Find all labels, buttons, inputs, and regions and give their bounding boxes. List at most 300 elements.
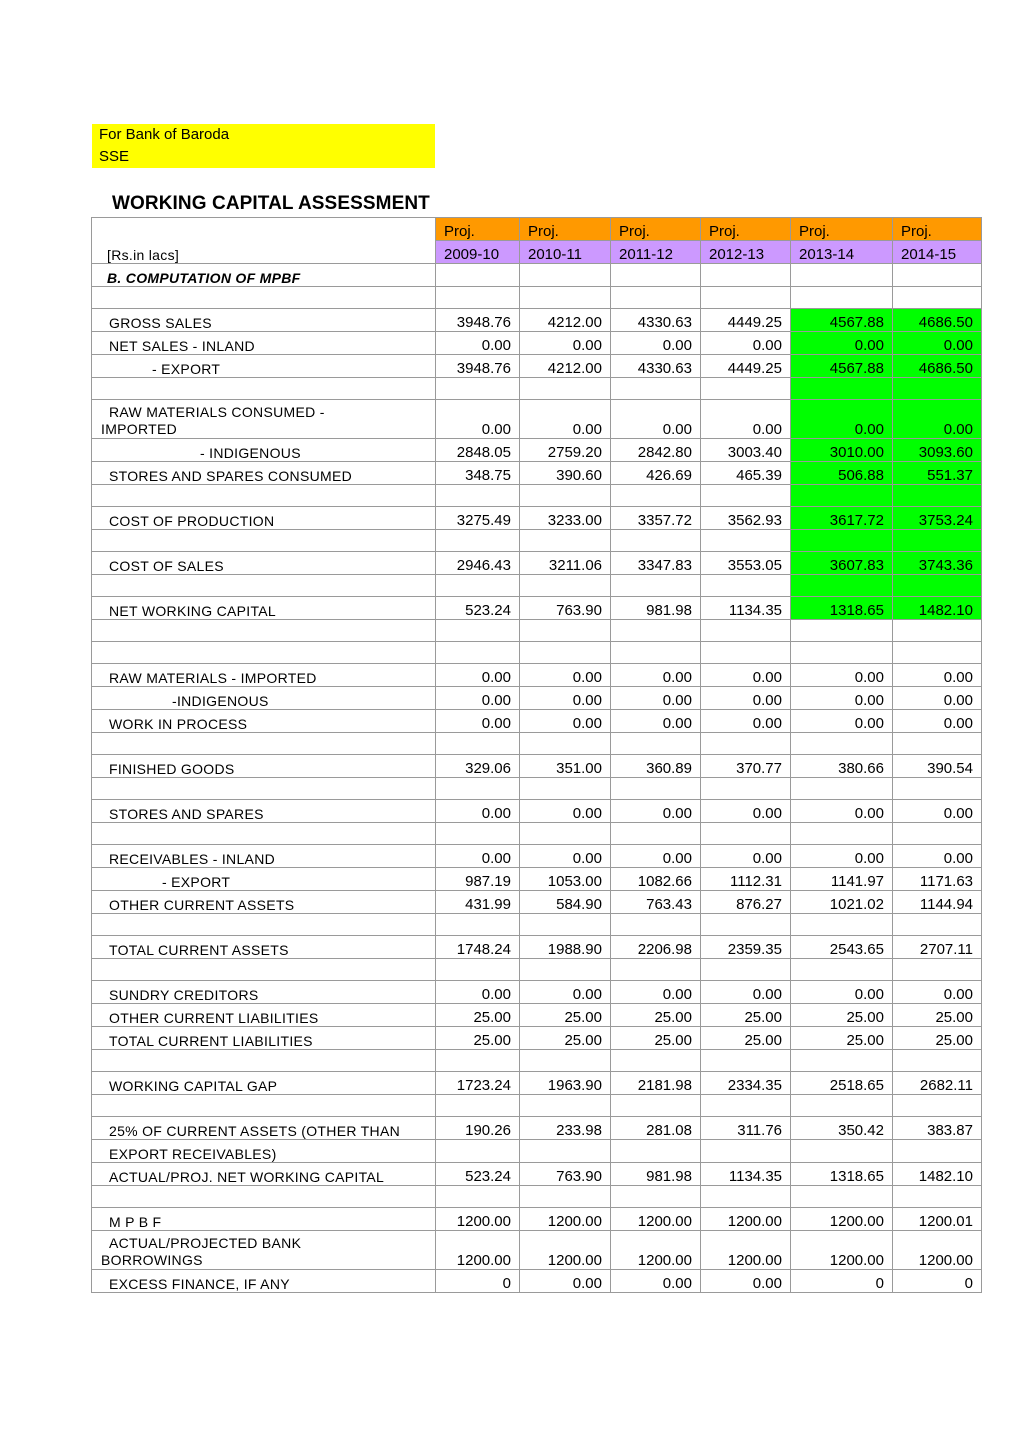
blank-cell bbox=[791, 485, 893, 507]
blank-cell bbox=[92, 1095, 436, 1117]
value-cell: 4212.00 bbox=[520, 355, 611, 378]
value-cell: 2181.98 bbox=[611, 1072, 701, 1095]
blank-cell bbox=[520, 778, 611, 800]
value-cell: 1141.97 bbox=[791, 868, 893, 891]
value-cell: 4212.00 bbox=[520, 309, 611, 332]
value-cell: 25.00 bbox=[520, 1004, 611, 1027]
value-cell: 2518.65 bbox=[791, 1072, 893, 1095]
table-row bbox=[92, 1163, 982, 1186]
value-cell: 1988.90 bbox=[520, 936, 611, 959]
blank-cell bbox=[893, 378, 982, 400]
table-row bbox=[92, 755, 982, 778]
blank-cell bbox=[701, 1186, 791, 1208]
blank-cell bbox=[701, 1050, 791, 1072]
blank-cell bbox=[92, 218, 436, 241]
blank-cell bbox=[791, 620, 893, 642]
value-cell: 3003.40 bbox=[701, 439, 791, 462]
value-cell: 390.54 bbox=[893, 755, 982, 778]
value-cell: 1200.01 bbox=[893, 1208, 982, 1231]
blank-cell bbox=[893, 733, 982, 755]
value-cell: 329.06 bbox=[436, 755, 520, 778]
value-cell: 2848.05 bbox=[436, 439, 520, 462]
blank-cell bbox=[436, 378, 520, 400]
blank-cell bbox=[436, 778, 520, 800]
blank-cell bbox=[92, 733, 436, 755]
blank-cell bbox=[791, 914, 893, 936]
value-cell: 0.00 bbox=[436, 981, 520, 1004]
value-cell: 25.00 bbox=[611, 1004, 701, 1027]
blank-row bbox=[92, 1186, 982, 1208]
table-row bbox=[92, 400, 982, 439]
blank-cell bbox=[701, 778, 791, 800]
blank-cell bbox=[893, 575, 982, 597]
value-cell: 0.00 bbox=[436, 664, 520, 687]
value-cell: 426.69 bbox=[611, 462, 701, 485]
value-cell: 0.00 bbox=[893, 664, 982, 687]
value-cell: 0 bbox=[436, 1270, 520, 1293]
value-cell: 0.00 bbox=[611, 664, 701, 687]
value-cell: 523.24 bbox=[436, 1163, 520, 1186]
blank-cell bbox=[520, 530, 611, 552]
value-cell: 1200.00 bbox=[520, 1231, 611, 1270]
table-row bbox=[92, 664, 982, 687]
table-row bbox=[92, 507, 982, 530]
blank-cell bbox=[520, 914, 611, 936]
blank-cell bbox=[436, 485, 520, 507]
value-cell: 3948.76 bbox=[436, 309, 520, 332]
table-row bbox=[92, 687, 982, 710]
value-cell: 2359.35 bbox=[701, 936, 791, 959]
row-label: - INDIGENOUS bbox=[92, 439, 436, 462]
blank-cell bbox=[611, 778, 701, 800]
value-cell: 2707.11 bbox=[893, 936, 982, 959]
value-cell: 3743.36 bbox=[893, 552, 982, 575]
blank-cell bbox=[791, 575, 893, 597]
value-cell: 987.19 bbox=[436, 868, 520, 891]
value-cell: 4567.88 bbox=[791, 309, 893, 332]
blank-cell bbox=[520, 378, 611, 400]
blank-cell bbox=[436, 823, 520, 845]
value-cell: 0.00 bbox=[611, 800, 701, 823]
blank-cell bbox=[893, 642, 982, 664]
value-cell: 3617.72 bbox=[791, 507, 893, 530]
blank-cell bbox=[92, 575, 436, 597]
value-cell: 0.00 bbox=[520, 687, 611, 710]
value-cell: 0.00 bbox=[520, 1270, 611, 1293]
year-header: 2013-14 bbox=[791, 241, 893, 264]
table-row bbox=[92, 552, 982, 575]
value-cell bbox=[791, 1140, 893, 1163]
value-cell: 390.60 bbox=[520, 462, 611, 485]
row-label: STORES AND SPARES CONSUMED bbox=[92, 462, 436, 485]
blank-cell bbox=[92, 914, 436, 936]
blank-cell bbox=[791, 530, 893, 552]
blank-cell bbox=[611, 823, 701, 845]
value-cell: 0.00 bbox=[436, 687, 520, 710]
row-label: TOTAL CURRENT ASSETS bbox=[92, 936, 436, 959]
row-label-line2: IMPORTED bbox=[101, 421, 178, 437]
blank-cell bbox=[701, 823, 791, 845]
table-row bbox=[92, 439, 982, 462]
value-cell: 0.00 bbox=[520, 845, 611, 868]
value-cell: 25.00 bbox=[520, 1027, 611, 1050]
value-cell: 876.27 bbox=[701, 891, 791, 914]
blank-cell bbox=[92, 485, 436, 507]
table-row bbox=[92, 462, 982, 485]
blank-cell bbox=[520, 823, 611, 845]
blank-cell bbox=[701, 914, 791, 936]
row-label: M P B F bbox=[92, 1208, 436, 1231]
row-label: FINISHED GOODS bbox=[92, 755, 436, 778]
value-cell: 25.00 bbox=[436, 1027, 520, 1050]
value-cell bbox=[611, 1140, 701, 1163]
blank-cell bbox=[791, 1050, 893, 1072]
table-row bbox=[92, 1231, 982, 1270]
value-cell: 1482.10 bbox=[893, 1163, 982, 1186]
value-cell: 0.00 bbox=[520, 981, 611, 1004]
blank-cell bbox=[701, 485, 791, 507]
blank-row bbox=[92, 642, 982, 664]
value-cell: 763.90 bbox=[520, 1163, 611, 1186]
blank-cell bbox=[92, 620, 436, 642]
blank-cell bbox=[791, 1186, 893, 1208]
table-row bbox=[92, 597, 982, 620]
value-cell: 0.00 bbox=[893, 800, 982, 823]
value-cell: 0.00 bbox=[611, 687, 701, 710]
blank-cell bbox=[611, 378, 701, 400]
blank-cell bbox=[611, 530, 701, 552]
blank-row bbox=[92, 287, 982, 309]
blank-cell bbox=[611, 959, 701, 981]
year-header: 2012-13 bbox=[701, 241, 791, 264]
value-cell: 380.66 bbox=[791, 755, 893, 778]
section-row bbox=[92, 264, 982, 287]
row-label: EXCESS FINANCE, IF ANY bbox=[92, 1270, 436, 1293]
blank-row bbox=[92, 378, 982, 400]
value-cell: 0.00 bbox=[791, 710, 893, 733]
blank-cell bbox=[520, 575, 611, 597]
blank-cell bbox=[436, 733, 520, 755]
value-cell: 1200.00 bbox=[701, 1208, 791, 1231]
value-cell: 1318.65 bbox=[791, 597, 893, 620]
value-cell: 4686.50 bbox=[893, 355, 982, 378]
value-cell: 0.00 bbox=[701, 664, 791, 687]
blank-cell bbox=[92, 1050, 436, 1072]
blank-cell bbox=[893, 620, 982, 642]
blank-row bbox=[92, 530, 982, 552]
value-cell: 1200.00 bbox=[520, 1208, 611, 1231]
blank-cell bbox=[701, 378, 791, 400]
value-cell: 981.98 bbox=[611, 597, 701, 620]
value-cell: 3562.93 bbox=[701, 507, 791, 530]
mpbf-table bbox=[91, 217, 982, 1293]
row-label: EXPORT RECEIVABLES) bbox=[92, 1140, 436, 1163]
value-cell: 1112.31 bbox=[701, 868, 791, 891]
blank-cell bbox=[520, 485, 611, 507]
value-cell: 1318.65 bbox=[791, 1163, 893, 1186]
value-cell: 4686.50 bbox=[893, 309, 982, 332]
value-cell: 0.00 bbox=[701, 710, 791, 733]
blank-cell bbox=[701, 642, 791, 664]
value-cell: 350.42 bbox=[791, 1117, 893, 1140]
value-cell: 4567.88 bbox=[791, 355, 893, 378]
value-cell: 2206.98 bbox=[611, 936, 701, 959]
value-cell: 3357.72 bbox=[611, 507, 701, 530]
value-cell: 0.00 bbox=[791, 332, 893, 355]
value-cell: 4330.63 bbox=[611, 309, 701, 332]
blank-cell bbox=[893, 778, 982, 800]
proj-header: Proj. bbox=[611, 218, 701, 241]
blank-cell bbox=[701, 620, 791, 642]
value-cell: 3233.00 bbox=[520, 507, 611, 530]
value-cell: 1200.00 bbox=[701, 1231, 791, 1270]
blank-cell bbox=[893, 1186, 982, 1208]
value-cell: 25.00 bbox=[701, 1027, 791, 1050]
value-cell: 0 bbox=[791, 1270, 893, 1293]
blank-row bbox=[92, 1050, 982, 1072]
value-cell: 0.00 bbox=[893, 845, 982, 868]
value-cell: 763.43 bbox=[611, 891, 701, 914]
blank-cell bbox=[893, 1095, 982, 1117]
blank-cell bbox=[701, 287, 791, 309]
unit-label: [Rs.in lacs] bbox=[92, 241, 436, 264]
value-cell: 0.00 bbox=[611, 400, 701, 439]
header-row-proj bbox=[92, 218, 982, 241]
table-row bbox=[92, 868, 982, 891]
value-cell: 1200.00 bbox=[611, 1231, 701, 1270]
bank-label-box bbox=[92, 124, 435, 168]
blank-cell bbox=[893, 823, 982, 845]
row-label: WORK IN PROCESS bbox=[92, 710, 436, 733]
value-cell: 4449.25 bbox=[701, 355, 791, 378]
blank-cell bbox=[436, 914, 520, 936]
section-title: B. COMPUTATION OF MPBF bbox=[92, 264, 436, 287]
value-cell: 0.00 bbox=[611, 1270, 701, 1293]
blank-cell bbox=[520, 959, 611, 981]
row-label: TOTAL CURRENT LIABILITIES bbox=[92, 1027, 436, 1050]
value-cell: 0.00 bbox=[520, 664, 611, 687]
proj-header: Proj. bbox=[893, 218, 982, 241]
blank-cell bbox=[611, 733, 701, 755]
value-cell: 0.00 bbox=[611, 332, 701, 355]
blank-row bbox=[92, 575, 982, 597]
value-cell: 0.00 bbox=[701, 981, 791, 1004]
row-label: ACTUAL/PROJ. NET WORKING CAPITAL bbox=[92, 1163, 436, 1186]
blank-cell bbox=[791, 823, 893, 845]
table-row bbox=[92, 800, 982, 823]
value-cell: 281.08 bbox=[611, 1117, 701, 1140]
blank-cell bbox=[611, 1186, 701, 1208]
table-row bbox=[92, 891, 982, 914]
blank-cell bbox=[611, 620, 701, 642]
row-label: GROSS SALES bbox=[92, 309, 436, 332]
blank-row bbox=[92, 733, 982, 755]
table-row bbox=[92, 936, 982, 959]
value-cell: 0.00 bbox=[520, 800, 611, 823]
table-row bbox=[92, 1027, 982, 1050]
blank-cell bbox=[893, 530, 982, 552]
blank-cell bbox=[791, 733, 893, 755]
blank-cell bbox=[436, 642, 520, 664]
table-row bbox=[92, 710, 982, 733]
blank-cell bbox=[436, 287, 520, 309]
value-cell: 0.00 bbox=[791, 800, 893, 823]
value-cell: 0.00 bbox=[701, 687, 791, 710]
value-cell: 0.00 bbox=[436, 800, 520, 823]
blank-cell bbox=[436, 1050, 520, 1072]
blank-cell bbox=[92, 378, 436, 400]
blank-cell bbox=[436, 959, 520, 981]
blank-cell bbox=[791, 1095, 893, 1117]
value-cell: 1134.35 bbox=[701, 1163, 791, 1186]
value-cell: 0.00 bbox=[791, 664, 893, 687]
row-label: SUNDRY CREDITORS bbox=[92, 981, 436, 1004]
blank-cell bbox=[701, 959, 791, 981]
blank-cell bbox=[92, 530, 436, 552]
value-cell: 1963.90 bbox=[520, 1072, 611, 1095]
blank-cell bbox=[791, 642, 893, 664]
blank-cell bbox=[893, 914, 982, 936]
blank-row bbox=[92, 620, 982, 642]
value-cell: 370.77 bbox=[701, 755, 791, 778]
value-cell: 0.00 bbox=[791, 400, 893, 439]
value-cell: 2946.43 bbox=[436, 552, 520, 575]
value-cell: 0.00 bbox=[611, 845, 701, 868]
year-header: 2014-15 bbox=[893, 241, 982, 264]
row-label bbox=[92, 400, 436, 439]
table-row bbox=[92, 1270, 982, 1293]
value-cell: 0.00 bbox=[893, 332, 982, 355]
blank-cell bbox=[611, 575, 701, 597]
row-label: - EXPORT bbox=[92, 868, 436, 891]
value-cell: 1200.00 bbox=[791, 1231, 893, 1270]
value-cell: 431.99 bbox=[436, 891, 520, 914]
row-label-line1: RAW MATERIALS CONSUMED - bbox=[109, 404, 325, 420]
value-cell: 3948.76 bbox=[436, 355, 520, 378]
value-cell: 25.00 bbox=[791, 1027, 893, 1050]
blank-row bbox=[92, 485, 982, 507]
value-cell: 0.00 bbox=[436, 710, 520, 733]
blank-cell bbox=[436, 620, 520, 642]
value-cell: 348.75 bbox=[436, 462, 520, 485]
table-row bbox=[92, 309, 982, 332]
value-cell: 25.00 bbox=[893, 1004, 982, 1027]
table-row bbox=[92, 355, 982, 378]
value-cell: 0.00 bbox=[701, 332, 791, 355]
blank-cell bbox=[701, 733, 791, 755]
table-row bbox=[92, 1208, 982, 1231]
value-cell: 1134.35 bbox=[701, 597, 791, 620]
value-cell: 25.00 bbox=[611, 1027, 701, 1050]
blank-cell bbox=[611, 914, 701, 936]
row-label bbox=[92, 1231, 436, 1270]
value-cell: 3753.24 bbox=[893, 507, 982, 530]
blank-cell bbox=[701, 530, 791, 552]
value-cell: 1200.00 bbox=[893, 1231, 982, 1270]
blank-cell bbox=[611, 1095, 701, 1117]
row-label: RAW MATERIALS - IMPORTED bbox=[92, 664, 436, 687]
row-label-line1: ACTUAL/PROJECTED BANK bbox=[109, 1235, 302, 1251]
row-label: 25% OF CURRENT ASSETS (OTHER THAN bbox=[92, 1117, 436, 1140]
value-cell: 0.00 bbox=[791, 845, 893, 868]
value-cell: 1021.02 bbox=[791, 891, 893, 914]
blank-row bbox=[92, 959, 982, 981]
table-row bbox=[92, 1117, 982, 1140]
value-cell: 4330.63 bbox=[611, 355, 701, 378]
value-cell: 0.00 bbox=[893, 981, 982, 1004]
value-cell: 1723.24 bbox=[436, 1072, 520, 1095]
value-cell: 2842.80 bbox=[611, 439, 701, 462]
blank-cell bbox=[611, 287, 701, 309]
value-cell: 311.76 bbox=[701, 1117, 791, 1140]
value-cell: 3347.83 bbox=[611, 552, 701, 575]
value-cell: 2543.65 bbox=[791, 936, 893, 959]
value-cell: 0.00 bbox=[701, 1270, 791, 1293]
value-cell: 1171.63 bbox=[893, 868, 982, 891]
proj-header: Proj. bbox=[791, 218, 893, 241]
row-label: RECEIVABLES - INLAND bbox=[92, 845, 436, 868]
blank-cell bbox=[92, 642, 436, 664]
blank-cell bbox=[436, 530, 520, 552]
row-label: COST OF SALES bbox=[92, 552, 436, 575]
value-cell bbox=[520, 1140, 611, 1163]
year-header: 2011-12 bbox=[611, 241, 701, 264]
value-cell: 0 bbox=[893, 1270, 982, 1293]
value-cell: 0.00 bbox=[520, 332, 611, 355]
value-cell: 0.00 bbox=[893, 710, 982, 733]
value-cell: 3211.06 bbox=[520, 552, 611, 575]
table-row bbox=[92, 1072, 982, 1095]
blank-cell bbox=[791, 378, 893, 400]
blank-cell bbox=[436, 1186, 520, 1208]
value-cell: 2682.11 bbox=[893, 1072, 982, 1095]
blank-cell bbox=[92, 823, 436, 845]
bank-name: For Bank of Baroda bbox=[99, 126, 230, 143]
blank-cell bbox=[520, 733, 611, 755]
value-cell: 0.00 bbox=[520, 710, 611, 733]
value-cell: 351.00 bbox=[520, 755, 611, 778]
blank-cell bbox=[893, 485, 982, 507]
blank-cell bbox=[520, 1050, 611, 1072]
value-cell: 1082.66 bbox=[611, 868, 701, 891]
value-cell: 0.00 bbox=[701, 400, 791, 439]
row-label: STORES AND SPARES bbox=[92, 800, 436, 823]
value-cell: 0.00 bbox=[791, 981, 893, 1004]
blank-cell bbox=[92, 778, 436, 800]
value-cell: 3010.00 bbox=[791, 439, 893, 462]
blank-cell bbox=[893, 959, 982, 981]
value-cell: 1200.00 bbox=[791, 1208, 893, 1231]
blank-cell bbox=[791, 287, 893, 309]
value-cell: 523.24 bbox=[436, 597, 520, 620]
value-cell: 0.00 bbox=[791, 687, 893, 710]
value-cell: 584.90 bbox=[520, 891, 611, 914]
blank-cell bbox=[520, 1095, 611, 1117]
value-cell: 1144.94 bbox=[893, 891, 982, 914]
blank-cell bbox=[520, 1186, 611, 1208]
value-cell: 1482.10 bbox=[893, 597, 982, 620]
value-cell: 383.87 bbox=[893, 1117, 982, 1140]
value-cell: 1200.00 bbox=[436, 1231, 520, 1270]
year-header: 2009-10 bbox=[436, 241, 520, 264]
row-label: OTHER CURRENT ASSETS bbox=[92, 891, 436, 914]
blank-row bbox=[92, 778, 982, 800]
blank-cell bbox=[436, 1095, 520, 1117]
value-cell: 0.00 bbox=[520, 400, 611, 439]
row-label: OTHER CURRENT LIABILITIES bbox=[92, 1004, 436, 1027]
value-cell bbox=[701, 1140, 791, 1163]
value-cell: 3275.49 bbox=[436, 507, 520, 530]
